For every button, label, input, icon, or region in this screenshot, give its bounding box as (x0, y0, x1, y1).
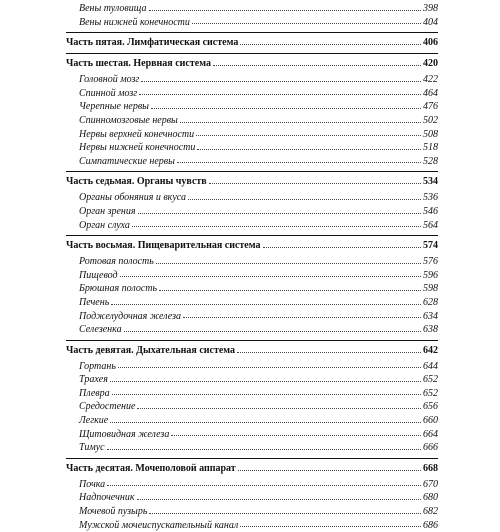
part-title: Часть девятая. Дыхательная система (66, 344, 236, 356)
entry-title: Тимус (79, 442, 105, 454)
dot-leader (120, 276, 421, 277)
page-number: 656 (423, 401, 438, 413)
page-number: 502 (423, 114, 438, 126)
toc-entry (66, 505, 438, 519)
page-number: 652 (423, 374, 438, 386)
toc-part-heading (66, 171, 438, 189)
toc-entry (66, 441, 438, 455)
toc-entry (66, 100, 438, 114)
dot-leader (159, 290, 421, 291)
dot-leader (213, 65, 421, 66)
entry-title: Орган слуха (79, 219, 130, 231)
toc-entry (66, 205, 438, 219)
part-title: Часть пятая. Лимфатическая система (66, 37, 239, 49)
dot-leader (112, 394, 421, 395)
entry-title: Ротовая полость (79, 256, 154, 268)
page-number: 644 (423, 360, 438, 372)
dot-leader (132, 226, 421, 227)
dot-leader (149, 513, 421, 514)
page-number: 576 (423, 256, 438, 268)
dot-leader (209, 183, 421, 184)
dot-leader (137, 408, 421, 409)
entry-title: Плевра (79, 387, 110, 399)
page-number: 398 (423, 3, 438, 14)
entry-title: Печень (79, 296, 110, 308)
part-title: Часть шестая. Нервная система (66, 58, 211, 70)
page-number: 598 (423, 283, 438, 295)
page-number: 628 (423, 296, 438, 308)
dot-leader (118, 367, 421, 368)
page-number: 564 (423, 219, 438, 231)
toc-entry (66, 155, 438, 169)
page-number: 638 (423, 324, 438, 336)
entry-title: Органы обоняния и вкуса (79, 192, 186, 204)
page-number: 528 (423, 155, 438, 167)
dot-leader (139, 94, 421, 95)
toc-entry (66, 414, 438, 428)
page-number: 518 (423, 142, 438, 154)
page-number: 536 (423, 192, 438, 204)
entry-title: Нервы нижней конечности (79, 142, 196, 154)
toc-entry (66, 114, 438, 128)
toc-entry (66, 128, 438, 142)
dot-leader (177, 162, 421, 163)
entry-title: Вены туловища (79, 3, 147, 14)
page-number: 664 (423, 428, 438, 440)
dot-leader (240, 44, 421, 45)
entry-title: Головной мозг (79, 74, 140, 86)
toc-part-heading (66, 53, 438, 71)
page-number: 406 (423, 37, 438, 49)
entry-title: Пищевод (79, 269, 118, 281)
entry-title: Мужской мочеиспускательный канал (79, 519, 239, 531)
entry-title: Черепные нервы (79, 101, 149, 113)
toc-entry (66, 491, 438, 505)
toc-entry (66, 360, 438, 374)
page-number: 670 (423, 478, 438, 490)
dot-leader (156, 263, 421, 264)
part-title: Часть восьмая. Пищеварительная система (66, 240, 261, 252)
page-number: 508 (423, 128, 438, 140)
page-number: 546 (423, 205, 438, 217)
dot-leader (188, 199, 421, 200)
entry-title: Вены нижней конечности (79, 16, 190, 28)
toc-entry (66, 191, 438, 205)
page-number: 642 (423, 344, 438, 356)
dot-leader (110, 381, 421, 382)
toc-entry (66, 16, 438, 30)
toc-entry (66, 387, 438, 401)
toc-part-heading (66, 235, 438, 253)
entry-title: Легкие (79, 415, 109, 427)
toc-entry (66, 269, 438, 283)
entry-title: Надпочечник (79, 492, 135, 504)
page-number: 596 (423, 269, 438, 281)
dot-leader (183, 317, 421, 318)
toc-entry (66, 2, 438, 16)
page-number: 422 (423, 74, 438, 86)
entry-title: Средостение (79, 401, 136, 413)
dot-leader (151, 108, 421, 109)
page-number: 420 (423, 58, 438, 70)
toc-entry (66, 428, 438, 442)
part-title: Часть седьмая. Органы чувств (66, 176, 207, 188)
entry-title: Трахея (79, 374, 108, 386)
page-number: 476 (423, 101, 438, 113)
page-number: 464 (423, 87, 438, 99)
toc-entry (66, 296, 438, 310)
page-number: 686 (423, 519, 438, 531)
dot-leader (237, 352, 421, 353)
toc-entry (66, 323, 438, 337)
toc-part-heading (66, 340, 438, 358)
dot-leader (180, 122, 421, 123)
dot-leader (197, 149, 421, 150)
page-number: 668 (423, 462, 438, 474)
dot-leader (238, 470, 421, 471)
dot-leader (107, 485, 421, 486)
dot-leader (171, 435, 421, 436)
toc-part-heading (66, 458, 438, 476)
toc-entry (66, 73, 438, 87)
page-number: 534 (423, 176, 438, 188)
page-number: 666 (423, 442, 438, 454)
part-title: Часть десятая. Мочеполовой аппарат (66, 462, 236, 474)
entry-title: Щитовидная железа (79, 428, 170, 440)
toc-entry (66, 478, 438, 492)
entry-title: Орган зрения (79, 205, 136, 217)
page-number: 680 (423, 492, 438, 504)
toc-entry (66, 282, 438, 296)
toc-part-heading (66, 32, 438, 50)
toc-entry (66, 519, 438, 532)
dot-leader (111, 304, 421, 305)
dot-leader (196, 135, 421, 136)
entry-title: Симпатические нервы (79, 155, 175, 167)
toc-entry (66, 87, 438, 101)
toc-entry (66, 400, 438, 414)
toc-entry (66, 310, 438, 324)
toc-entry (66, 219, 438, 233)
entry-title: Почка (79, 478, 106, 490)
table-of-contents (66, 2, 438, 532)
dot-leader (110, 422, 421, 423)
entry-title: Селезенка (79, 324, 122, 336)
dot-leader (141, 81, 421, 82)
dot-leader (149, 10, 421, 11)
dot-leader (192, 23, 421, 24)
toc-entry (66, 373, 438, 387)
entry-title: Гортань (79, 360, 116, 372)
dot-leader (124, 331, 421, 332)
toc-entry (66, 141, 438, 155)
page-number: 660 (423, 415, 438, 427)
entry-title: Мочевой пузырь (79, 506, 148, 518)
page-number: 682 (423, 506, 438, 518)
page-number: 574 (423, 240, 438, 252)
dot-leader (107, 449, 421, 450)
page-number: 404 (423, 16, 438, 28)
entry-title: Спинномозговые нервы (79, 114, 178, 126)
dot-leader (240, 526, 421, 527)
entry-title: Брюшная полость (79, 283, 158, 295)
dot-leader (263, 247, 422, 248)
dot-leader (138, 213, 421, 214)
toc-entry (66, 255, 438, 269)
entry-title: Поджелудочная железа (79, 310, 182, 322)
entry-title: Спинной мозг (79, 87, 138, 99)
entry-title: Нервы верхней конечности (79, 128, 195, 140)
page-number: 634 (423, 310, 438, 322)
page-number: 652 (423, 387, 438, 399)
